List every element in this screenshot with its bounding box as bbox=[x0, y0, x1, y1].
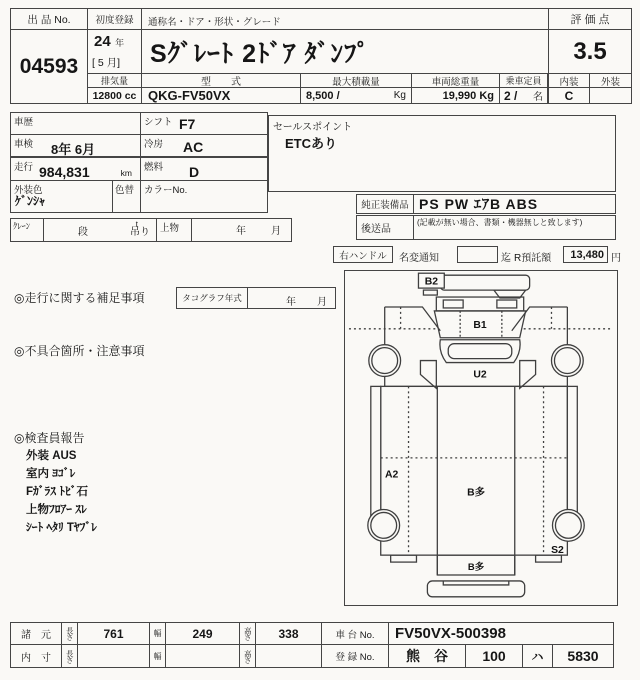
inspection-value: 8年 6月 bbox=[51, 142, 96, 157]
tachograph-header: タコグラフ年式 bbox=[176, 287, 248, 309]
payload-unit: Kg bbox=[393, 90, 406, 101]
score-value: 3.5 bbox=[548, 29, 632, 74]
exterior-grade-value bbox=[589, 87, 632, 104]
displacement-value: 12800 cc bbox=[87, 87, 142, 104]
chassis-no-value: FV50VX-500398 bbox=[388, 622, 614, 645]
first-reg-month: [ 5 月] bbox=[92, 57, 121, 69]
later-goods-note: (記載が無い場合、書類・機器無しと致します) bbox=[417, 218, 583, 227]
tachograph-value bbox=[247, 287, 336, 309]
truck-top-view-diagram bbox=[345, 271, 617, 605]
payload-amount: 8,500 / bbox=[306, 89, 340, 102]
history-cell bbox=[10, 112, 141, 135]
deposit-value: 13,480 bbox=[563, 246, 608, 263]
registration-class: 100 bbox=[465, 644, 523, 668]
inner-length-header-text: 長さ bbox=[65, 649, 75, 663]
body-month-label: 月 bbox=[271, 226, 281, 237]
ac-cell bbox=[140, 134, 268, 157]
tachograph-month: 月 bbox=[317, 297, 327, 308]
damage-code-bed: B多 bbox=[467, 487, 485, 499]
inner-height-header-text: 高さ bbox=[243, 649, 253, 663]
inspector-report-item: 上物ﾌﾛｱｰ ｽﾚ bbox=[26, 504, 87, 516]
height-header bbox=[239, 622, 256, 645]
inner-height-header bbox=[239, 644, 256, 668]
sales-point-value: ETCあり bbox=[285, 136, 338, 151]
equipment-value: PS PW ｴｱB ABS bbox=[413, 194, 616, 214]
gvw-value: 19,990 Kg bbox=[411, 87, 500, 104]
model-code-value: QKG-FV50VX bbox=[141, 87, 301, 104]
score-header: 評 価 点 bbox=[548, 8, 632, 30]
exterior-grade-header: 外装 bbox=[589, 73, 632, 88]
damage-code-tailgate: B多 bbox=[467, 561, 485, 573]
repaint-label: 色替 bbox=[115, 185, 135, 196]
repaint-cell bbox=[112, 180, 141, 213]
vehicle-name-header: 通称名・ドア・形状・グレード bbox=[141, 8, 549, 30]
lot-no-text: 04593 bbox=[19, 54, 79, 78]
tachograph-year: 年 bbox=[286, 297, 296, 308]
sales-point-label: セールスポイント bbox=[273, 122, 353, 133]
name-change-box bbox=[457, 246, 498, 263]
body-equipment-label: 上物 bbox=[160, 223, 180, 234]
mileage-unit: km bbox=[120, 168, 132, 178]
inspector-report-item: ｼｰﾄ ﾍﾀﾘ Tﾔﾌﾞﾚ bbox=[26, 522, 97, 534]
inner-height-value bbox=[255, 644, 322, 668]
exterior-color-cell bbox=[10, 180, 113, 213]
damage-code-front-bumper: B2 bbox=[424, 276, 439, 288]
inspector-report-item: 外装 AUS bbox=[26, 450, 77, 462]
inspector-report-heading: ◎検査員報告 bbox=[14, 431, 85, 445]
capacity-amount: 2 / bbox=[504, 88, 518, 103]
width-header: 幅 bbox=[149, 622, 166, 645]
crane-spec-cell bbox=[43, 218, 157, 242]
ac-value: AC bbox=[183, 139, 204, 155]
first-reg-year: 24 bbox=[94, 33, 111, 50]
capacity-header: 乗車定員 bbox=[499, 73, 548, 88]
made-label: 迄 bbox=[501, 253, 511, 264]
capacity-unit: 名 bbox=[533, 92, 543, 103]
spec-width-value: 249 bbox=[165, 622, 240, 645]
displacement-header: 排気量 bbox=[87, 73, 142, 88]
damage-code-front-panel: B1 bbox=[473, 319, 487, 331]
length-header bbox=[61, 622, 78, 645]
damage-code-right-rear: S2 bbox=[551, 545, 564, 557]
chassis-no-header: 車 台 No. bbox=[321, 622, 389, 645]
ac-label: 冷房 bbox=[144, 139, 164, 150]
lot-no-header: 出 品 No. bbox=[10, 8, 88, 30]
history-label: 車歴 bbox=[14, 117, 34, 128]
inner-length-value bbox=[77, 644, 150, 668]
crane-ton-label: t bbox=[135, 220, 138, 229]
later-goods-header: 後送品 bbox=[356, 215, 414, 240]
crane-cell bbox=[10, 218, 44, 242]
crane-lift-label: 吊り bbox=[130, 227, 150, 238]
body-year-cell bbox=[191, 218, 292, 242]
exterior-color-label: 外装色 bbox=[14, 185, 43, 196]
spec-length-value: 761 bbox=[77, 622, 150, 645]
deposit-label: R預託額 bbox=[514, 253, 552, 264]
damage-code-cab: U2 bbox=[473, 369, 487, 381]
first-registration-value bbox=[87, 29, 142, 74]
first-reg-year-unit: 年 bbox=[115, 38, 125, 48]
inspection-label: 車検 bbox=[14, 139, 34, 150]
lot-no-value bbox=[10, 29, 88, 104]
name-change-label: 名変通知 bbox=[399, 253, 439, 264]
body-year-label: 年 bbox=[236, 226, 246, 237]
shift-value: F7 bbox=[179, 116, 196, 132]
sales-point-box bbox=[268, 115, 616, 192]
mileage-label: 走行 bbox=[14, 162, 34, 173]
mileage-cell bbox=[10, 157, 141, 181]
spec-row-header: 諸 元 bbox=[10, 622, 62, 645]
mileage-supplement-heading: ◎走行に関する補足事項 bbox=[14, 291, 145, 305]
later-goods-cell bbox=[413, 215, 616, 240]
length-header-text: 長さ bbox=[65, 627, 75, 640]
damage-code-left-side: A2 bbox=[385, 469, 399, 481]
payload-value bbox=[300, 87, 412, 104]
inner-width-value bbox=[165, 644, 240, 668]
capacity-value bbox=[499, 87, 548, 104]
spec-height-value: 338 bbox=[255, 622, 322, 645]
payload-header: 最大積載量 bbox=[300, 73, 412, 88]
fuel-value: D bbox=[189, 164, 200, 180]
shift-label: シフト bbox=[144, 117, 173, 128]
inspector-report-item: 室内 ﾖｺﾞﾚ bbox=[26, 468, 76, 480]
crane-steps-label: 段 bbox=[78, 227, 88, 238]
vehicle-name-value: Sｸﾞﾚｰﾄ 2ﾄﾞｱ ﾀﾞﾝﾌﾟ bbox=[141, 29, 549, 74]
registration-area: 熊 谷 bbox=[388, 644, 466, 668]
first-registration-header: 初度登録 bbox=[87, 8, 142, 30]
color-no-cell bbox=[140, 180, 268, 213]
mileage-value: 984,831 bbox=[39, 164, 90, 180]
inner-width-header: 幅 bbox=[149, 644, 166, 668]
registration-kana: ハ bbox=[522, 644, 553, 668]
shift-cell bbox=[140, 112, 268, 135]
model-code-header: 型 式 bbox=[141, 73, 301, 88]
registration-number: 5830 bbox=[552, 644, 614, 668]
color-no-label: カラーNo. bbox=[144, 185, 188, 196]
equipment-header: 純正装備品 bbox=[356, 194, 414, 214]
inner-length-header bbox=[61, 644, 78, 668]
damage-diagram-box bbox=[344, 270, 618, 606]
gvw-header: 車両総重量 bbox=[411, 73, 500, 88]
inspector-report-item: Fｶﾞﾗｽ ﾄﾋﾞ石 bbox=[26, 486, 88, 498]
crane-label: ｸﾚｰﾝ bbox=[13, 221, 31, 231]
defects-heading: ◎不具合箇所・注意事項 bbox=[14, 344, 145, 358]
fuel-label: 燃料 bbox=[144, 162, 164, 173]
body-equipment-cell bbox=[156, 218, 192, 242]
inner-dim-row-header: 内 寸 bbox=[10, 644, 62, 668]
interior-grade-value: C bbox=[548, 87, 590, 104]
rhd-badge: 右ハンドル bbox=[333, 246, 393, 263]
interior-grade-header: 内装 bbox=[548, 73, 590, 88]
height-header-text: 高さ bbox=[243, 627, 253, 640]
inspection-cell bbox=[10, 134, 141, 157]
yen-label: 円 bbox=[611, 253, 621, 264]
fuel-cell bbox=[140, 157, 268, 181]
inspector-report-list bbox=[26, 447, 316, 537]
exterior-color-value: ｹﾞﾝｼｬ bbox=[15, 194, 46, 208]
registration-no-header: 登 録 No. bbox=[321, 644, 389, 668]
